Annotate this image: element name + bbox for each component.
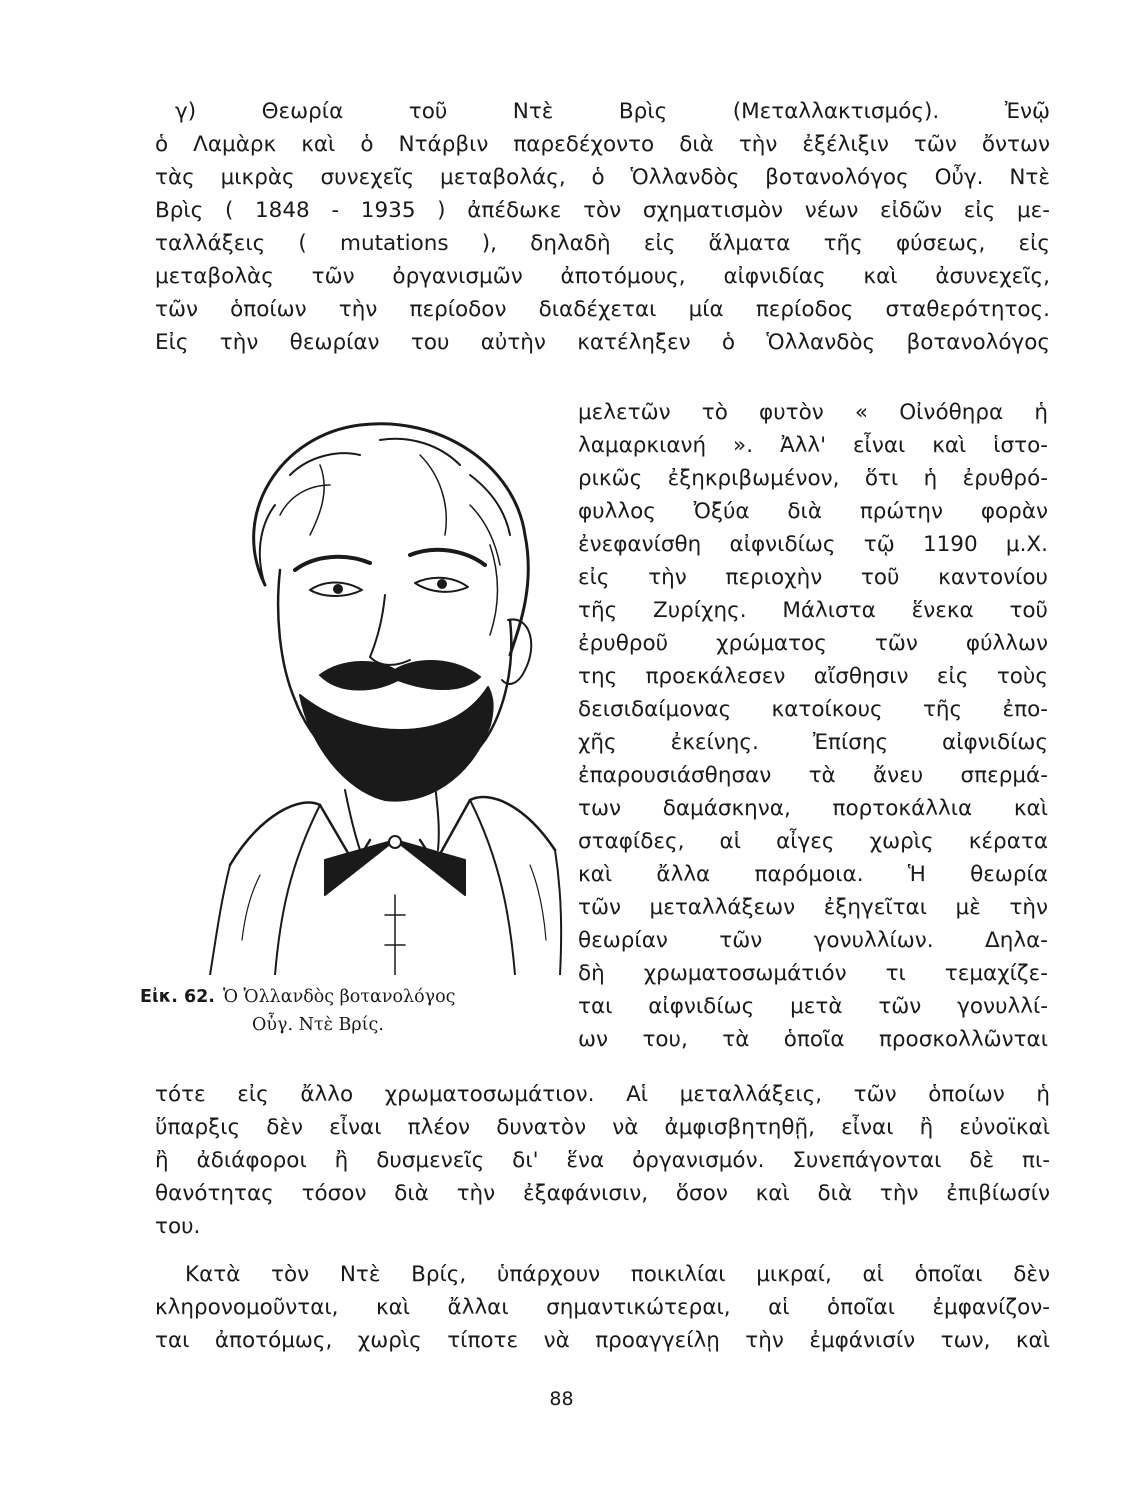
text-line-side-16: τῶν μεταλλάξεων ἐξηγεῖται μὲ τὴν (578, 895, 1048, 920)
text-line-side-6: εἰς τὴν περιοχὴν τοῦ καντονίου (578, 565, 1048, 590)
figure-caption-line-1: Ὁ Ὁλλανδὸς βοτανολόγος (222, 987, 456, 1007)
text-line-side-14: σταφίδες, αἱ αἶγες χωρὶς κέρατα (578, 829, 1048, 854)
portrait-figure (170, 395, 565, 975)
text-line-bottom-3: ἢ ἀδιάφοροι ἢ δυσμενεῖς δι' ἕνα ὀργανισμόν. Συνεπάγονται δὲ πι- (155, 1148, 1050, 1173)
text-line-top-3: τὰς μικρὰς συνεχεῖς μεταβολάς, ὁ Ὁλλανδὸς βοτανολόγος Οὖγ. Ντὲ (155, 165, 1050, 190)
text-line-side-18: δὴ χρωματοσωμάτιόν τι τεμαχίζε- (578, 961, 1048, 986)
figure-caption-line-2: Οὖγ. Ντὲ Βρίς. (252, 1015, 384, 1035)
figure-label: Εἰκ. 62. (140, 987, 215, 1007)
text-line-side-11: χῆς ἐκείνης. Ἐπίσης αἰφνιδίως (578, 730, 1048, 755)
text-line-top-2: ὁ Λαμὰρκ καὶ ὁ Ντάρβιν παρεδέχοντο διὰ τὴν ἐξέλιξιν τῶν ὄντων (155, 132, 1050, 157)
text-line-top-6: μεταβολὰς τῶν ὀργανισμῶν ἀποτόμους, αἰφνιδίας καὶ ἀσυνεχεῖς, (155, 264, 1050, 289)
text-line-bottom-1: τότε εἰς ἄλλο χρωματοσωμάτιον. Αἱ μεταλλάξεις, τῶν ὁποίων ἡ (155, 1082, 1050, 1107)
text-line-side-5: ἐνεφανίσθη αἰφνιδίως τῷ 1190 μ.Χ. (578, 532, 1048, 557)
text-line-top-7: τῶν ὁποίων τὴν περίοδον διαδέχεται μία περίοδος σταθερότητος. (155, 297, 1050, 322)
text-line-para2-1: Κατὰ τὸν Ντὲ Βρίς, ὑπάρχουν ποικιλίαι μικραί, αἱ ὁποῖαι δὲν (185, 1262, 1050, 1287)
text-line-para2-3: ται ἀποτόμως, χωρὶς τίποτε νὰ προαγγείλῃ τὴν ἐμφάνισίν των, καὶ (155, 1328, 1050, 1353)
text-line-side-19: ται αἰφνιδίως μετὰ τῶν γονυλλί- (578, 994, 1048, 1019)
text-line-top-8: Εἰς τὴν θεωρίαν του αὐτὴν κατέληξεν ὁ Ὁλλανδὸς βοτανολόγος (155, 330, 1050, 355)
text-line-side-10: δεισιδαίμονας κατοίκους τῆς ἐπο- (578, 697, 1048, 722)
text-line-side-20: ων του, τὰ ὁποῖα προσκολλῶνται (578, 1027, 1048, 1052)
figure-caption (140, 983, 560, 1039)
page-number: 88 (549, 1388, 574, 1410)
text-line-side-17: θεωρίαν τῶν γονυλλίων. Δηλα- (578, 928, 1048, 953)
text-line-side-1: μελετῶν τὸ φυτὸν « Οἰνόθηρα ἡ (578, 400, 1048, 425)
text-line-top-1: γ) Θεωρία τοῦ Ντὲ Βρὶς (Μεταλλακτισμός). Ἐνῷ (175, 99, 1050, 124)
text-line-side-2: λαμαρκιανή ». Ἀλλ' εἶναι καὶ ἱστο- (578, 433, 1048, 458)
text-line-top-4: Βρὶς ( 1848 - 1935 ) ἀπέδωκε τὸν σχηματισμὸν νέων εἰδῶν εἰς με- (155, 198, 1050, 223)
text-line-bottom-2: ὕπαρξις δὲν εἶναι πλέον δυνατὸν νὰ ἀμφισβητηθῇ, εἶναι ἢ εὐνοϊκαὶ (155, 1115, 1050, 1140)
text-line-side-4: φυλλος Ὀξύα διὰ πρώτην φορὰν (578, 499, 1048, 524)
text-line-side-3: ρικῶς ἐξηκριβωμένον, ὅτι ἡ ἐρυθρό- (578, 466, 1048, 491)
text-line-side-8: ἐρυθροῦ χρώματος τῶν φύλλων (578, 631, 1048, 656)
portrait-illustration (170, 395, 565, 975)
text-line-side-9: της προεκάλεσεν αἴσθησιν εἰς τοὺς (578, 664, 1048, 689)
text-line-side-7: τῆς Ζυρίχης. Μάλιστα ἕνεκα τοῦ (578, 598, 1048, 623)
text-line-para2-2: κληρονομοῦνται, καὶ ἄλλαι σημαντικώτεραι, αἱ ὁποῖαι ἐμφανίζον- (155, 1295, 1050, 1320)
text-line-bottom-4: θανότητας τόσον διὰ τὴν ἐξαφάνισιν, ὅσον καὶ διὰ τὴν ἐπιβίωσίν (155, 1181, 1050, 1206)
text-line-side-13: των δαμάσκηνα, πορτοκάλλια καὶ (578, 796, 1048, 821)
text-line-side-15: καὶ ἄλλα παρόμοια. Ἡ θεωρία (578, 862, 1048, 887)
text-line-bottom-5: του. (155, 1214, 201, 1239)
text-line-side-12: ἐπαρουσιάσθησαν τὰ ἄνευ σπερμά- (578, 763, 1048, 788)
text-line-top-5: ταλλάξεις ( mutations ), δηλαδὴ εἰς ἅλματα τῆς φύσεως, εἰς (155, 231, 1050, 256)
